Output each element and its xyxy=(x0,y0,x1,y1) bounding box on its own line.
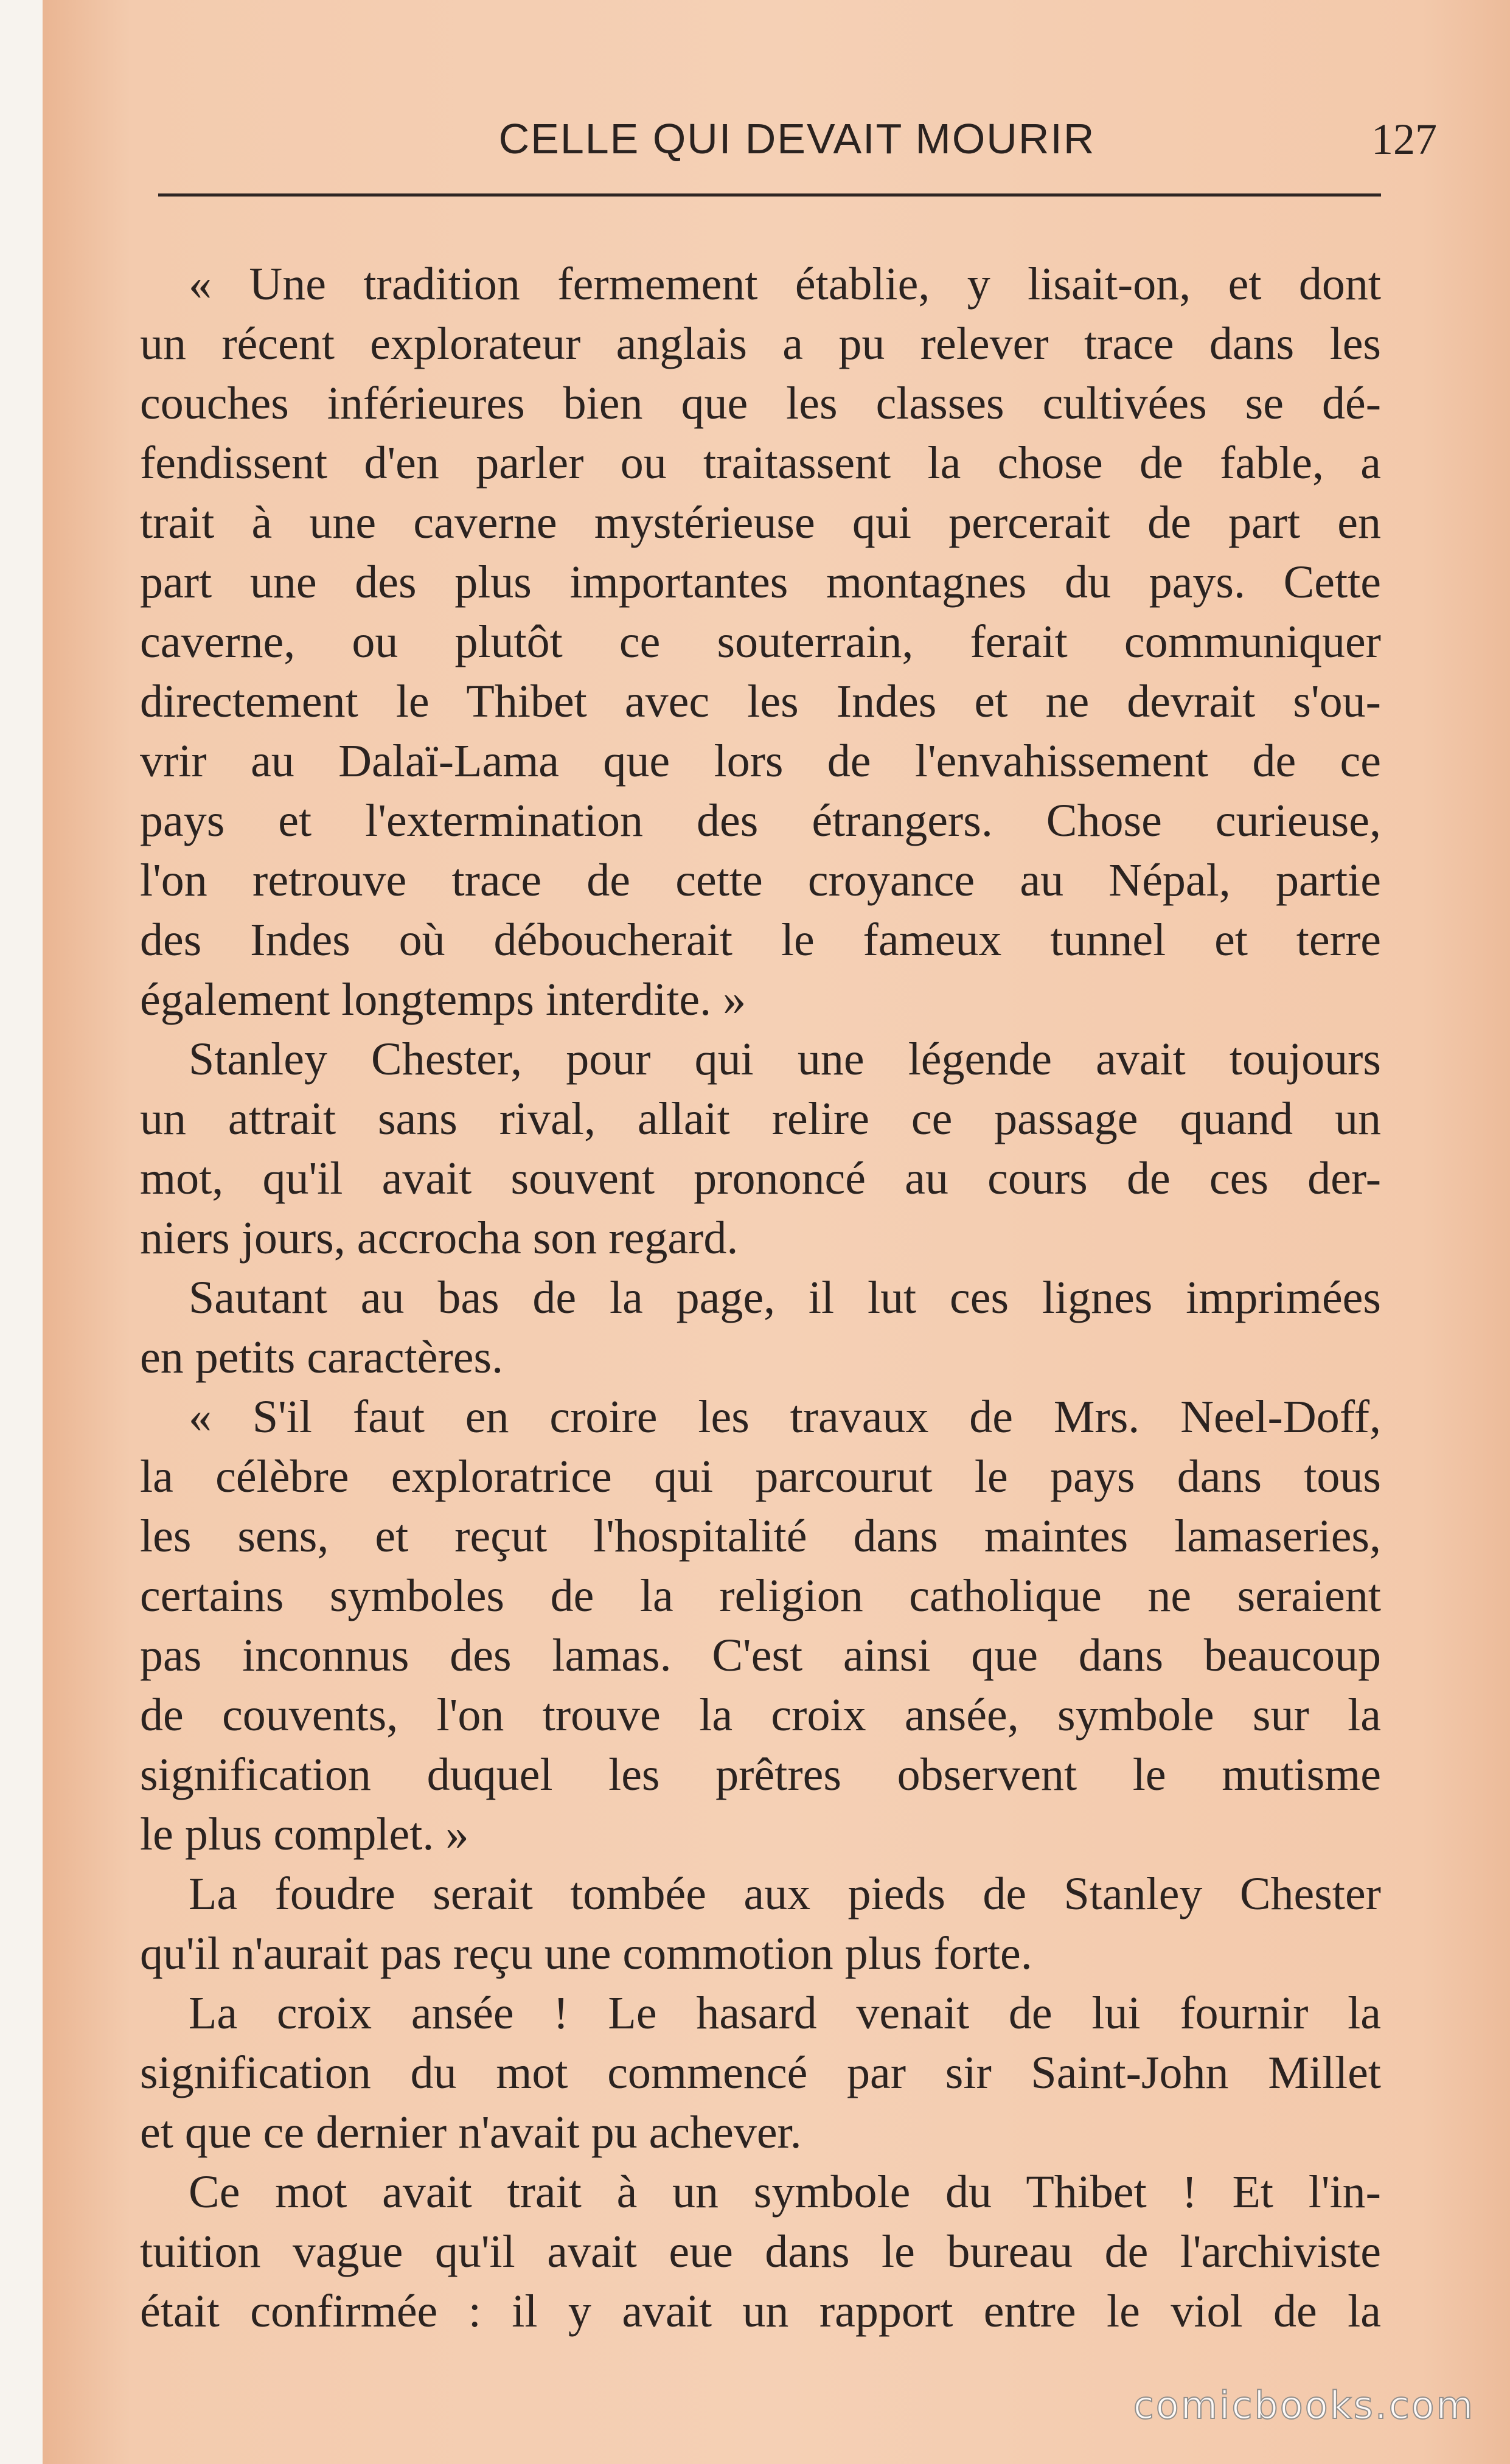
text-line: La croix ansée ! Le hasard venait de lui fournir la xyxy=(189,1988,1381,2039)
text-line: niers jours, accrocha son regard. xyxy=(140,1213,739,1264)
text-line: « Une tradition fermement établie, y lisait-on, et dont xyxy=(189,259,1381,310)
text-line: tuition vague qu'il avait eue dans le bureau de l'archiviste xyxy=(140,2226,1381,2277)
page-header xyxy=(43,114,1510,169)
text-line: caverne, ou plutôt ce souterrain, ferait communiquer xyxy=(140,616,1381,667)
text-line: certains symboles de la religion catholique ne seraient xyxy=(140,1570,1381,1621)
page-number: 127 xyxy=(1371,115,1437,164)
text-line: couches inférieures bien que les classes cultivées se dé- xyxy=(140,378,1381,429)
text-line: signification du mot commencé par sir Saint-John Millet xyxy=(140,2047,1381,2098)
text-line: également longtemps interdite. » xyxy=(140,974,746,1025)
text-line: « S'il faut en croire les travaux de Mrs. Neel-Doff, xyxy=(189,1391,1381,1443)
text-line: qu'il n'aurait pas reçu une commotion plus forte. xyxy=(140,1928,1032,1979)
text-line: vrir au Dalaï-Lama que lors de l'envahissement de ce xyxy=(140,736,1381,787)
text-line: mot, qu'il avait souvent prononcé au cours de ces der- xyxy=(140,1153,1381,1204)
text-line: pays et l'extermination des étrangers. Chose curieuse, xyxy=(140,795,1381,846)
header-rule xyxy=(158,193,1381,197)
text-line: Stanley Chester, pour qui une légende avait toujours xyxy=(189,1034,1381,1085)
text-line: de couvents, l'on trouve la croix ansée, symbole sur la xyxy=(140,1690,1381,1741)
text-line: La foudre serait tombée aux pieds de Stanley Chester xyxy=(189,1868,1381,1919)
text-line: pas inconnus des lamas. C'est ainsi que dans beaucoup xyxy=(140,1630,1381,1681)
text-line: la célèbre exploratrice qui parcourut le pays dans tous xyxy=(140,1451,1381,1502)
text-line: un attrait sans rival, allait relire ce passage quand un xyxy=(140,1093,1381,1144)
text-line: le plus complet. » xyxy=(140,1809,469,1860)
book-page xyxy=(43,0,1510,2464)
text-line: un récent explorateur anglais a pu relever trace dans les xyxy=(140,318,1381,369)
running-title: CELLE QUI DEVAIT MOURIR xyxy=(498,115,1096,162)
text-line: signification duquel les prêtres observent le mutisme xyxy=(140,1749,1381,1800)
text-line: et que ce dernier n'avait pu achever. xyxy=(140,2107,802,2158)
text-line: Sautant au bas de la page, il lut ces lignes imprimées xyxy=(189,1272,1381,1323)
text-line: était confirmée : il y avait un rapport entre le viol de la xyxy=(140,2286,1381,2337)
text-line: directement le Thibet avec les Indes et ne devrait s'ou- xyxy=(140,676,1381,727)
text-line: Ce mot avait trait à un symbole du Thibet ! Et l'in- xyxy=(189,2166,1381,2218)
text-line: en petits caractères. xyxy=(140,1332,504,1383)
watermark: comicbooks.com xyxy=(1133,2383,1475,2427)
text-line: fendissent d'en parler ou traitassent la chose de fable, a xyxy=(140,437,1381,489)
text-line: des Indes où déboucherait le fameux tunnel et terre xyxy=(140,914,1381,966)
text-line: les sens, et reçut l'hospitalité dans maintes lamaseries, xyxy=(140,1511,1381,1562)
body-text xyxy=(140,254,1381,2341)
text-line: part une des plus importantes montagnes du pays. Cette xyxy=(140,557,1381,608)
text-line: trait à une caverne mystérieuse qui percerait de part en xyxy=(140,497,1381,548)
text-line: l'on retrouve trace de cette croyance au Népal, partie xyxy=(140,855,1381,906)
